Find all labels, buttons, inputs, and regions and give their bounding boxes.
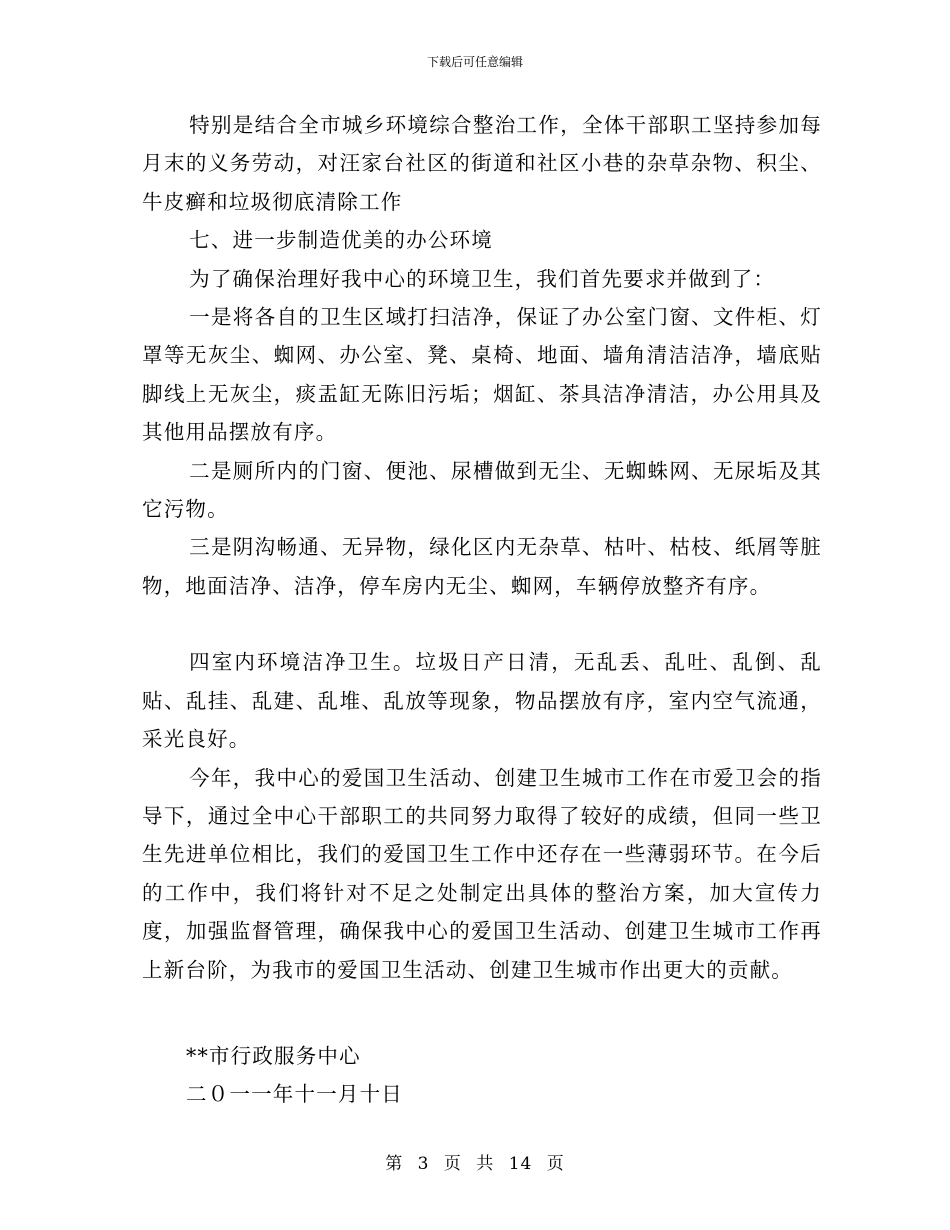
footer-prefix: 第 bbox=[385, 1154, 404, 1174]
paragraph-community-cleanup: 特别是结合全市城乡环境综合整治工作，全体干部职工坚持参加每月末的义务劳动，对汪家台社区的街道和社区小巷的杂草杂物、积尘、牛皮癣和垃圾彻底清除工作 bbox=[142, 113, 822, 214]
signature-organization: **市行政服务中心 bbox=[186, 1044, 361, 1068]
document-body bbox=[142, 106, 822, 989]
footer-total-unit: 页 bbox=[546, 1154, 565, 1174]
paragraph-item-four: 四室内环境洁净卫生。垃圾日产日清，无乱丢、乱吐、乱倒、乱贴、乱挂、乱建、乱堆、乱放等现象，物品摆放有序，室内空气流通，采光良好。 bbox=[142, 650, 822, 752]
paragraph-item-two: 二是厕所内的门窗、便池、尿槽做到无尘、无蜘蛛网、无尿垢及其它污物。 bbox=[142, 458, 822, 522]
page-header: 下载后可任意编辑 bbox=[426, 55, 523, 69]
footer-total-prefix: 共 bbox=[476, 1154, 495, 1174]
paragraph-requirements-intro: 为了确保治理好我中心的环境卫生，我们首先要求并做到了： bbox=[189, 266, 776, 291]
section-heading-office-environment: 七、进一步制造优美的办公环境 bbox=[189, 228, 493, 253]
footer-total-pages: 14 bbox=[508, 1154, 533, 1174]
signature-block bbox=[186, 1037, 403, 1114]
paragraph-conclusion: 今年，我中心的爱国卫生活动、创建卫生城市工作在市爱卫会的指导下，通过全中心干部职工的共同努力取得了较好的成绩，但同一些卫生先进单位相比，我们的爱国卫生工作中还存在一些薄弱环节。在今后的工作中，我们将针对不足之处制定出具体的整治方案，加大宣传力度，加强监督管理，确保我中心的爱国卫生活动、创建卫生城市工作再上新台阶，为我市的爱国卫生活动、创建卫生城市作出更大的贡献。 bbox=[142, 765, 822, 982]
paragraph-item-three: 三是阴沟畅通、无异物，绿化区内无杂草、枯叶、枯枝、纸屑等脏物，地面洁净、洁净，停车房内无尘、蜘网，车辆停放整齐有序。 bbox=[142, 535, 822, 598]
paragraph-gap bbox=[142, 605, 822, 643]
footer-page-unit: 页 bbox=[443, 1154, 462, 1174]
signature-date: 二０一一年十一月十日 bbox=[186, 1082, 403, 1107]
page-footer bbox=[0, 1152, 950, 1176]
footer-page-number: 3 bbox=[417, 1154, 430, 1174]
paragraph-item-one: 一是将各自的卫生区域打扫洁净，保证了办公室门窗、文件柜、灯罩等无灰尘、蜘网、办公室、凳、桌椅、地面、墙角清洁洁净，墙底贴脚线上无灰尘，痰盂缸无陈旧污垢；烟缸、茶具洁净清洁，办公用具及其他用品摆放有序。 bbox=[142, 305, 822, 445]
